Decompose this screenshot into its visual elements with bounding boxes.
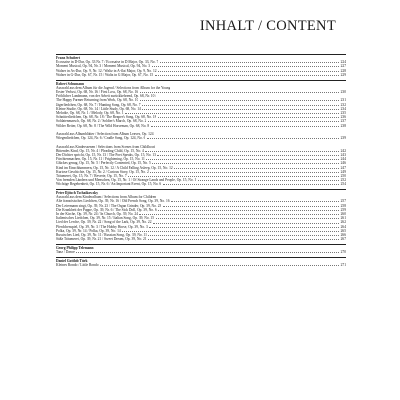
entry-title: Pferdchenspiel, Op. 39, Nr. 3 / The Hobby Horse, Op. 39, No. 3 bbox=[56, 224, 148, 229]
dot-leader bbox=[158, 208, 339, 211]
entry-title: Fröhlicher Landmann, von der Arbeit zurückkehrend, Op. 68, Nr. 10 / bbox=[56, 94, 157, 99]
entry-title: Bittendes Kind, Op. 15, Nr. 4 / Pleading Child, Op. 15, No. 4 bbox=[56, 148, 144, 153]
dot-leader bbox=[160, 60, 339, 63]
dot-leader bbox=[128, 174, 339, 177]
page-number: 238 bbox=[340, 123, 346, 128]
entry-title: Polka, Op. 39, Nr. 14 / Polka, Op. 39, No. 14 bbox=[56, 228, 121, 233]
page-number: 265 bbox=[340, 228, 346, 233]
dot-leader bbox=[139, 212, 339, 215]
dot-leader bbox=[125, 111, 339, 114]
dot-leader bbox=[163, 182, 339, 185]
dot-leader bbox=[145, 149, 339, 152]
page-number: 234 bbox=[340, 106, 346, 111]
page-number: 266 bbox=[340, 233, 346, 238]
entry-title: Erster Verlust, Op. 68, Nr. 16 / First Loss, Op. 68, No. 16 bbox=[56, 89, 139, 94]
entry-title: Moment Musical, Op. 94, Nr. 3 / Moment Musical, Op. 94, No. 3 bbox=[56, 64, 151, 69]
composer-heading: Daniel Gottlob Türk bbox=[56, 258, 88, 263]
page-number: 235 bbox=[340, 110, 346, 115]
toc-entry[interactable] bbox=[56, 237, 346, 241]
page-number: 264 bbox=[340, 224, 346, 229]
dot-leader bbox=[142, 107, 339, 110]
entry-title: Wilder Reiter, Op. 68, Nr. 8 / The Wild Horseman, Op. 68, No. 8 bbox=[56, 123, 150, 128]
dot-leader bbox=[149, 225, 339, 228]
dot-leader bbox=[148, 233, 339, 236]
dot-leader bbox=[76, 250, 339, 253]
dot-leader bbox=[148, 119, 339, 122]
entry-title: Der Dichter spricht, Op. 15, Nr. 13 / The Poet Speaks, Op. 15, No. 13 bbox=[56, 152, 156, 157]
entry-title: Die Krankheit der Puppe, Op. 39, Nr. 6 / The Sick Doll, Op. 39, No. 6 bbox=[56, 207, 157, 212]
entry-title: Wichtige Begebenheit, Op. 15, Nr. 6 / An Important Event, Op. 15, No. 6 bbox=[56, 182, 162, 187]
entry-title: Von fremden Ländern und Menschen, Op. 15, Nr. 1 / Of Strange Lands and People, Op. 15, No. 1 bbox=[56, 178, 197, 183]
dot-leader bbox=[174, 166, 339, 169]
entry-title: Lied der Lerche, Op. 39, Nr. 22 / Song of the Lark, Op. 39, No. 22 bbox=[56, 220, 152, 225]
page-number: 247 bbox=[340, 165, 346, 170]
entry-title: Walzer in As-Dur, Op. 9, Nr. 12 / Waltz in A-flat Major, Op. 9, No. 12 bbox=[56, 68, 157, 73]
entry-title: Auswahl aus dem Kinderalbum / Selections from Album for Children bbox=[56, 195, 157, 200]
composer-heading: Georg Philipp Telemann bbox=[56, 246, 94, 250]
page-number: 224 bbox=[340, 60, 346, 65]
dot-leader bbox=[158, 69, 339, 72]
entry-title: Auswahl aus Albumblätter / Selection from Album Leaves, Op. 124 bbox=[56, 131, 154, 136]
entry-title: Kuriose Geschichte, Op. 15, Nr. 2 / Curious Story, Op. 15, No. 2 bbox=[56, 169, 149, 174]
page-number: 239 bbox=[340, 136, 346, 141]
entry-title: Ecossaise in D-Dur, Op. 33 Nr. 7 / Ecossaise in D Major, Op. 33, No. 7 bbox=[56, 60, 159, 65]
dot-leader bbox=[140, 90, 339, 93]
page-number: 262 bbox=[340, 220, 346, 225]
entry-title: Tanz / Dance bbox=[56, 250, 75, 255]
composer-heading: Franz Schubert bbox=[56, 56, 81, 60]
page-number: 258 bbox=[340, 203, 346, 208]
entry-title: Glückes genug, Op. 15, Nr. 5 / Perfectly Contented, Op. 15, No. 5 bbox=[56, 161, 151, 166]
entry-title: Alte französisches Liedchen, Op. 39, Nr. 16 / Old French Song, Op. 39, No. 16 bbox=[56, 199, 170, 204]
page-number: 267 bbox=[340, 237, 346, 242]
entry-title: Italienisches Liedchen, Op. 39, Nr. 15 / Italian Song, Op. 39, No. 15 bbox=[56, 216, 155, 221]
page-number: 254 bbox=[340, 182, 346, 187]
dot-leader bbox=[152, 64, 340, 67]
page-number: 260 bbox=[340, 212, 346, 217]
dot-leader bbox=[163, 204, 339, 207]
dot-leader bbox=[147, 136, 339, 139]
entry-title: Soldatenmarsch, Op. 68, Nr. 2 / Soldier's March, Op. 68, No. 2 bbox=[56, 119, 147, 124]
entry-title: Träumerei, Op. 15, Nr. 7 / Reverie, Op. 15, No. 7 bbox=[56, 173, 127, 178]
entry-title: Walzer in G-Dur, Op. 67, Nr. 15 / Waltz in G Major, Op. 67, No. 15 bbox=[56, 72, 154, 77]
entry-title: The Happy Farmer Returning from Work, Op. 68, No. 10 bbox=[56, 98, 139, 103]
entry-title: Kleines Rondo / Little Rondo bbox=[56, 263, 99, 268]
entry-title: In der Kirche, Op. 39, Nr. 24 / In Church, Op. 39, No. 24 bbox=[56, 212, 138, 217]
dot-leader bbox=[158, 115, 339, 118]
toc-section bbox=[56, 189, 346, 241]
toc-section bbox=[56, 54, 346, 77]
page-number: 242 bbox=[340, 148, 346, 153]
entry-title: Wiegenliedchen, Op. 124, Nr. 6 / Cradle Song, Op. 124, No. 6 bbox=[56, 136, 146, 141]
page-number: 249 bbox=[340, 169, 346, 174]
entry-title: Russisches Lied, Op. 39, Nr. 11 / Russian Song, Op. 39, No. 11 bbox=[56, 233, 147, 238]
page-number: 227 bbox=[340, 64, 346, 69]
page-number: 271 bbox=[340, 263, 346, 268]
table-of-contents bbox=[56, 54, 346, 270]
dot-leader bbox=[151, 124, 339, 127]
page-number: 261 bbox=[340, 216, 346, 221]
composer-heading: Peter Iljitsch Tschaikowsky bbox=[56, 191, 99, 196]
dot-leader bbox=[157, 153, 339, 156]
toc-entry[interactable] bbox=[56, 263, 346, 267]
page-number: 257 bbox=[340, 199, 346, 204]
page-number: 231 bbox=[340, 98, 346, 103]
page-number: 228 bbox=[340, 68, 346, 73]
dot-leader bbox=[156, 216, 340, 219]
toc-section bbox=[56, 244, 346, 254]
toc-entry[interactable] bbox=[56, 182, 346, 186]
page-title: INHALT / CONTENT bbox=[199, 18, 336, 34]
page-number: 252 bbox=[340, 178, 346, 183]
page-number: 236 bbox=[340, 115, 346, 120]
page-number: 246 bbox=[340, 161, 346, 166]
page-number: 250 bbox=[340, 173, 346, 178]
entry-title: Süße Träumerei, Op. 39, Nr. 21 / Sweet Dream, Op. 39, No. 21 bbox=[56, 237, 147, 242]
dot-leader bbox=[146, 157, 339, 160]
toc-section bbox=[56, 80, 346, 187]
page-number: 243 bbox=[340, 152, 346, 157]
dot-leader bbox=[142, 103, 339, 106]
entry-title: Melodie, Op. 68, Nr. 1 / Melody, Op. 68, No. 1 bbox=[56, 110, 124, 115]
page-number: 270 bbox=[340, 250, 346, 255]
page-number: 232 bbox=[340, 102, 346, 107]
entry-title: Kind im Einschlummern, Op. 15, Nr. 12 / A Child Falling Asleep, Op. 15, No. 12 bbox=[56, 165, 173, 170]
entry-title: Jägerliedchen, Op. 68, Nr. 7 / Hunting Song, Op. 68, No. 7 bbox=[56, 102, 141, 107]
toc-entry[interactable] bbox=[56, 73, 346, 77]
composer-heading: Robert Schumann bbox=[56, 81, 85, 86]
entry-title: Auswahl aus dem Album für die Jugend / Selections from Album for the Young bbox=[56, 85, 171, 90]
dot-leader bbox=[198, 178, 339, 181]
dot-leader bbox=[100, 263, 339, 266]
dot-leader bbox=[148, 237, 339, 240]
dot-leader bbox=[152, 161, 339, 164]
dot-leader bbox=[155, 73, 339, 76]
dot-leader bbox=[150, 170, 339, 173]
page-number: 244 bbox=[340, 157, 346, 162]
entry-title: Der Leiermann singt, Op. 39, Nr. 23 / The Organ Grinder, Op. 39, No. 23 bbox=[56, 203, 162, 208]
page-number: 230 bbox=[340, 89, 346, 94]
entry-title: Auswahl aus Kinderszenen / Selections from Scenes from Childhood bbox=[56, 144, 156, 149]
toc-entry[interactable] bbox=[56, 250, 346, 254]
page-number: 229 bbox=[340, 72, 346, 77]
page-number: 259 bbox=[340, 207, 346, 212]
page-number: 237 bbox=[340, 119, 346, 124]
entry-title: Kleine Studie, Op. 68, Nr. 14 / Little Study, Op. 68, No. 14 bbox=[56, 106, 141, 111]
entry-title: Fürchtenmachen, Op. 15, Nr. 11 / Frightening, Op. 15, No. 11 bbox=[56, 157, 145, 162]
dot-leader bbox=[153, 220, 339, 223]
dot-leader bbox=[122, 229, 339, 232]
dot-leader bbox=[140, 98, 339, 101]
toc-section bbox=[56, 257, 346, 267]
dot-leader bbox=[171, 199, 339, 202]
entry-title: Schnitterliedchen, Op. 68, Nr. 18 / The Reaper's Song, Op. 68, No. 18 bbox=[56, 115, 157, 120]
